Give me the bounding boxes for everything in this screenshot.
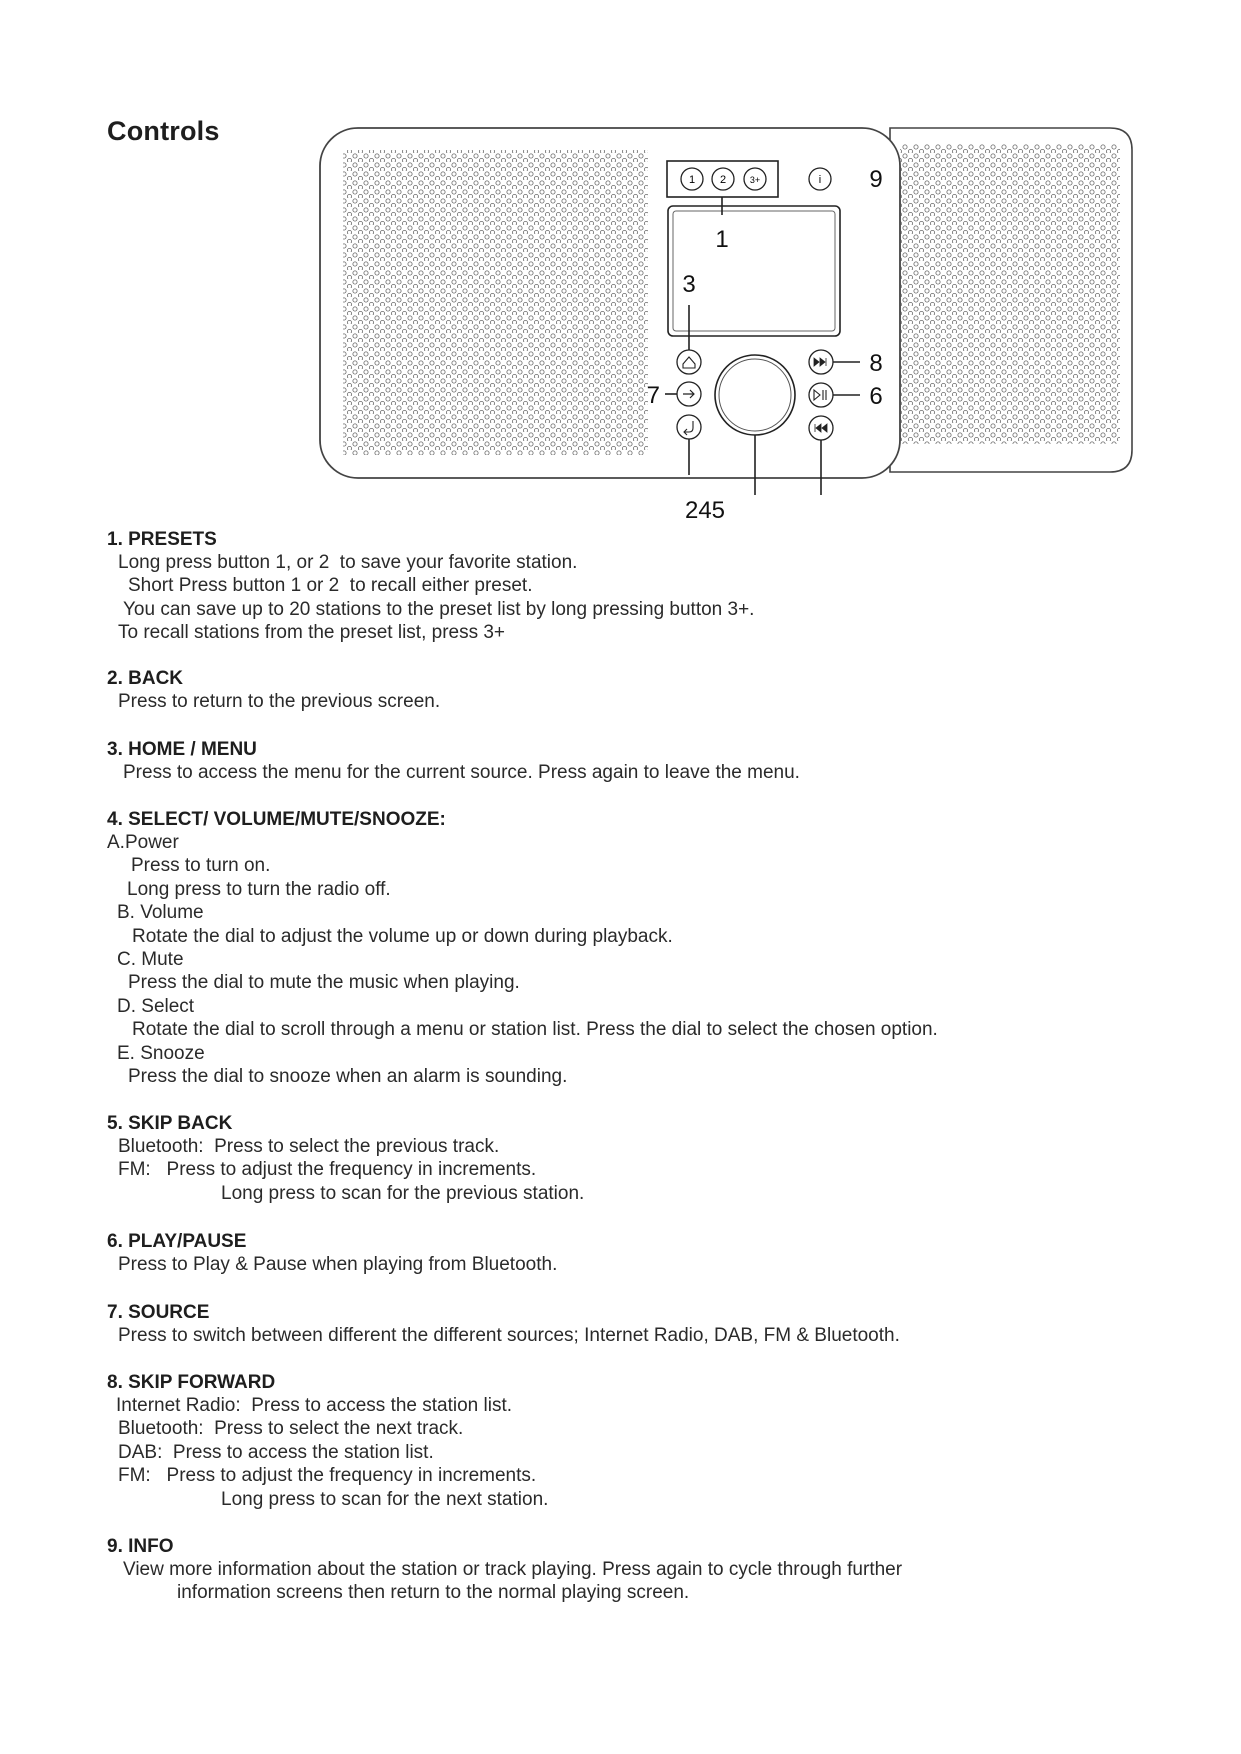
section-line: Press the dial to snooze when an alarm is sounding. (128, 1066, 568, 1088)
callout-3: 3 (682, 271, 696, 298)
section-back (107, 667, 440, 713)
section-skip-back (107, 1112, 584, 1205)
section-heading: 7. SOURCE (107, 1302, 210, 1323)
section-source (107, 1301, 900, 1347)
section-line: Rotate the dial to adjust the volume up or down during playback. (132, 925, 673, 947)
section-line: Press to Play & Pause when playing from Bluetooth. (118, 1254, 558, 1275)
section-line: Press to access the menu for the current source. Press again to leave the menu. (123, 762, 800, 783)
callout-245: 245 (684, 497, 726, 520)
section-line: Press to switch between different the different sources; Internet Radio, DAB, FM & Bluetooth. (118, 1325, 900, 1346)
section-line: FM: Press to adjust the frequency in increments. (118, 1465, 537, 1487)
callout-9: 9 (869, 166, 883, 193)
section-heading: 5. SKIP BACK (107, 1113, 233, 1134)
section-line: View more information about the station or track playing. Press again to cycle through further (123, 1559, 903, 1580)
section-line: You can save up to 20 stations to the preset list by long pressing button 3+. (123, 598, 755, 620)
back-speaker-grille (900, 144, 1120, 444)
section-heading: 6. PLAY/PAUSE (107, 1231, 247, 1252)
preset-button-2-label: 2 (719, 174, 727, 186)
section-heading: 2. BACK (107, 668, 184, 689)
section-home-menu (107, 738, 800, 784)
section-line: Long press button 1, or 2 to save your favorite station. (118, 552, 578, 573)
section-line: Press the dial to mute the music when playing. (128, 972, 520, 994)
section-line: B. Volume (117, 902, 204, 924)
preset-button-3plus-label: 3+ (749, 175, 761, 185)
section-line: information screens then return to the normal playing screen. (177, 1582, 690, 1604)
callout-7: 7 (646, 382, 660, 409)
section-heading: 4. SELECT/ VOLUME/MUTE/SNOOZE: (107, 809, 446, 830)
section-line: Bluetooth: Press to select the next track. (118, 1418, 464, 1440)
section-line: Bluetooth: Press to select the previous track. (118, 1136, 500, 1157)
section-line: C. Mute (117, 949, 184, 971)
callout-1: 1 (715, 226, 729, 253)
section-line: FM: Press to adjust the frequency in increments. (118, 1159, 537, 1181)
section-line: A.Power (107, 832, 179, 853)
section-heading: 1. PRESETS (107, 529, 217, 550)
radio-diagram (0, 0, 1241, 520)
section-skip-forward (107, 1371, 548, 1511)
section-heading: 3. HOME / MENU (107, 739, 257, 760)
section-line: Rotate the dial to scroll through a menu or station list. Press the dial to select the chosen option. (132, 1019, 938, 1041)
section-line: Press to turn on. (131, 855, 271, 877)
section-heading: 9. INFO (107, 1536, 174, 1557)
section-line: To recall stations from the preset list, press 3+ (118, 622, 506, 644)
section-line: Long press to turn the radio off. (127, 878, 391, 900)
section-line: D. Select (117, 995, 195, 1017)
page-title: Controls (107, 116, 220, 146)
section-line: DAB: Press to access the station list. (118, 1441, 434, 1463)
section-play-pause (107, 1230, 557, 1276)
section-presets (107, 528, 754, 645)
section-heading: 8. SKIP FORWARD (107, 1372, 276, 1393)
callout-6: 6 (869, 383, 883, 410)
info-icon: i (818, 174, 822, 186)
callout-8: 8 (869, 350, 883, 377)
front-speaker-grille (343, 150, 648, 455)
section-line: Long press to scan for the previous station. (221, 1182, 585, 1204)
section-select-volume (107, 808, 938, 1088)
section-line: E. Snooze (117, 1042, 205, 1064)
preset-button-1-label: 1 (688, 174, 696, 186)
section-line: Internet Radio: Press to access the station list. (116, 1395, 513, 1416)
section-line: Long press to scan for the next station. (221, 1488, 549, 1510)
section-line: Press to return to the previous screen. (118, 691, 441, 712)
section-info (107, 1535, 902, 1605)
section-line: Short Press button 1 or 2 to recall either preset. (128, 575, 533, 597)
